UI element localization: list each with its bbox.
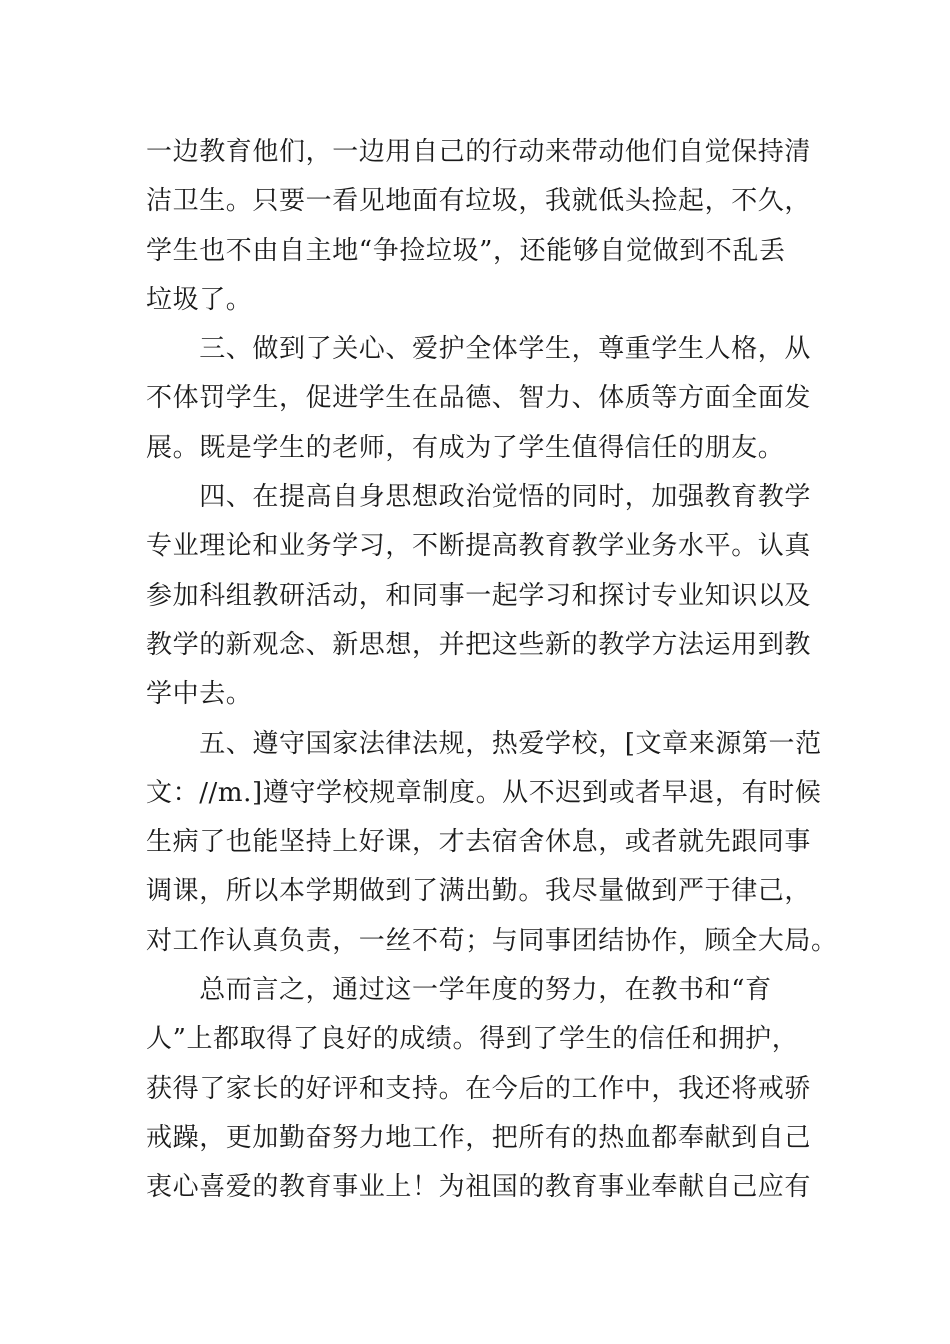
text-line: 五、遵守国家法律法规，热爱学校，[文章来源第一范: [146, 728, 822, 759]
text-line: 专业理论和业务学习，不断提高教育教学业务水平。认真: [146, 531, 812, 562]
text-line: 参加科组教研活动，和同事一起学习和探讨专业知识以及: [146, 580, 812, 611]
text-line: 学生也不由自主地“争捡垃圾”，还能够自觉做到不乱丢: [146, 235, 786, 266]
text-line: 调课，所以本学期做到了满出勤。我尽量做到严于律己，: [146, 876, 812, 907]
text-line: 四、在提高自身思想政治觉悟的同时，加强教育教学: [146, 482, 812, 513]
text-line: 文：//m.]遵守学校规章制度。从不迟到或者早退，有时候: [146, 777, 822, 808]
text-line: 教学的新观念、新思想，并把这些新的教学方法运用到教: [146, 629, 812, 660]
text-line: 对工作认真负责，一丝不苟；与同事团结协作，顾全大局。: [146, 925, 838, 956]
text-line: 一边教育他们，一边用自己的行动来带动他们自觉保持清: [146, 137, 812, 167]
text-line: 洁卫生。只要一看见地面有垃圾，我就低头捡起，不久，: [146, 186, 812, 217]
text-line: 获得了家长的好评和支持。在今后的工作中，我还将戒骄: [146, 1073, 812, 1104]
text-line: 生病了也能坚持上好课，才去宿舍休息，或者就先跟同事: [146, 827, 812, 858]
document-body: [146, 128, 838, 1213]
text-line: 总而言之，通过这一学年度的努力，在教书和“育: [146, 975, 772, 1006]
text-line: 垃圾了。: [146, 284, 253, 315]
text-line: 衷心喜爱的教育事业上！为祖国的教育事业奉献自己应有: [146, 1172, 812, 1203]
text-line: 不体罚学生，促进学生在品德、智力、体质等方面全面发: [146, 383, 812, 414]
text-line: 三、做到了关心、爱护全体学生，尊重学生人格，从: [146, 334, 812, 365]
text-line: 学中去。: [146, 679, 253, 710]
text-line: 戒躁，更加勤奋努力地工作，把所有的热血都奉献到自己: [146, 1122, 812, 1153]
text-line: 人”上都取得了良好的成绩。得到了学生的信任和拥护，: [146, 1024, 799, 1055]
text-line: 展。既是学生的老师，有成为了学生值得信任的朋友。: [146, 432, 785, 463]
